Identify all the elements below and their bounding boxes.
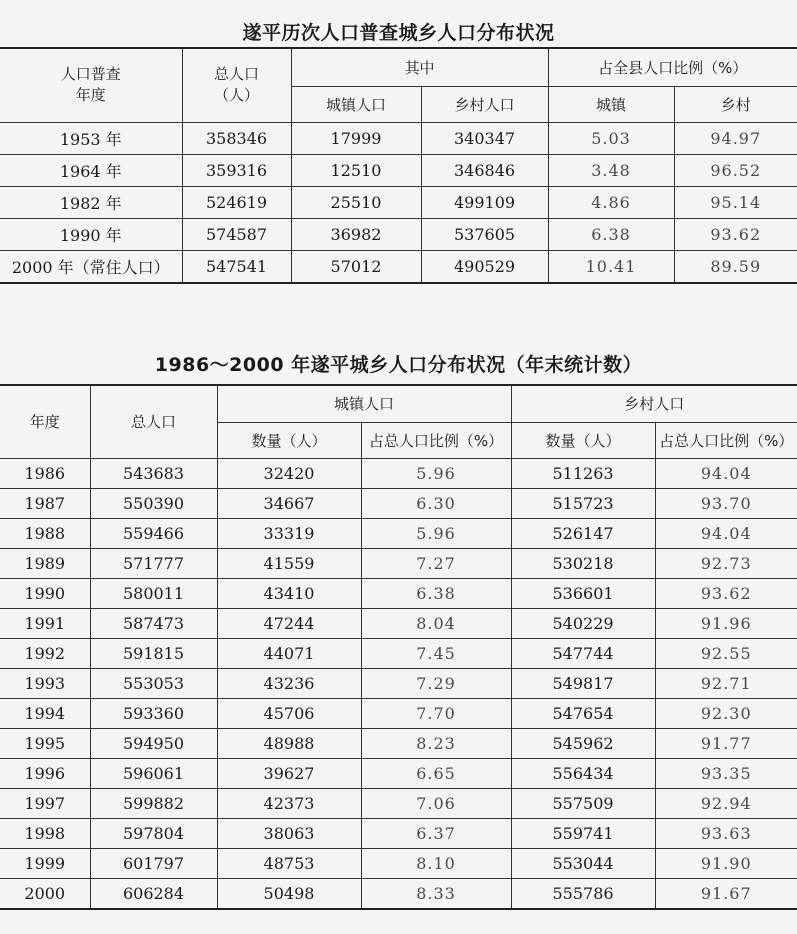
cell-year: 2000: [0, 878, 90, 909]
cell-urban-pct: 7.06: [361, 788, 511, 818]
cell-total: 591815: [90, 638, 217, 668]
table-row: [0, 818, 797, 848]
cell-urban-pct: 7.27: [361, 548, 511, 578]
header-census-year-line1: 人口普查: [60, 65, 121, 84]
cell-year: 1993: [0, 668, 90, 698]
cell-urban: 25510: [291, 186, 421, 218]
cell-urban: 57012: [291, 250, 421, 283]
cell-urban-pct: 7.45: [361, 638, 511, 668]
header-urban-ratio: 占总人口比例（%）: [361, 422, 511, 458]
cell-year: 1998: [0, 818, 90, 848]
cell-urban-pct: 4.86: [548, 186, 674, 218]
cell-urban-pct: 3.48: [548, 154, 674, 186]
table-row: [0, 788, 797, 818]
cell-urban: 12510: [291, 154, 421, 186]
cell-urban-pct: 5.96: [361, 518, 511, 548]
table-row: [0, 758, 797, 788]
cell-year: 1986: [0, 458, 90, 488]
cell-total: 596061: [90, 758, 217, 788]
table-row: [0, 458, 797, 488]
cell-urban-count: 41559: [217, 548, 361, 578]
cell-total: 593360: [90, 698, 217, 728]
cell-rural-count: 545962: [511, 728, 655, 758]
cell-rural-count: 549817: [511, 668, 655, 698]
cell-urban-count: 50498: [217, 878, 361, 909]
cell-urban-count: 45706: [217, 698, 361, 728]
cell-urban-pct: 5.96: [361, 458, 511, 488]
cell-total: 571777: [90, 548, 217, 578]
cell-urban-count: 48753: [217, 848, 361, 878]
cell-urban-count: 47244: [217, 608, 361, 638]
table-row: [0, 250, 797, 283]
cell-rural-count: 547654: [511, 698, 655, 728]
cell-urban-count: 43410: [217, 578, 361, 608]
header-year: 年度: [0, 385, 90, 458]
cell-urban-pct: 8.23: [361, 728, 511, 758]
cell-rural-pct: 92.30: [655, 698, 797, 728]
cell-rural: 340347: [421, 122, 548, 154]
cell-year: 1988: [0, 518, 90, 548]
table-row: [0, 608, 797, 638]
cell-rural: 537605: [421, 218, 548, 250]
cell-rural-count: 556434: [511, 758, 655, 788]
cell-rural-pct: 91.77: [655, 728, 797, 758]
cell-urban-pct: 6.65: [361, 758, 511, 788]
cell-rural-pct: 93.70: [655, 488, 797, 518]
cell-rural-pct: 94.04: [655, 518, 797, 548]
header-rural-ratio: 占总人口比例（%）: [655, 422, 797, 458]
cell-year: 1999: [0, 848, 90, 878]
cell-urban-count: 44071: [217, 638, 361, 668]
header-rural-count: 数量（人）: [511, 422, 655, 458]
cell-rural-pct: 95.14: [674, 186, 797, 218]
header-total-population: [182, 48, 291, 122]
cell-year: 1982 年: [0, 186, 182, 218]
cell-rural-pct: 93.62: [655, 578, 797, 608]
cell-total: 359316: [182, 154, 291, 186]
cell-urban-pct: 8.10: [361, 848, 511, 878]
table-row: [0, 638, 797, 668]
cell-urban-pct: 8.33: [361, 878, 511, 909]
cell-urban: 17999: [291, 122, 421, 154]
header-among: 其中: [291, 48, 548, 86]
cell-total: 580011: [90, 578, 217, 608]
cell-year: 1996: [0, 758, 90, 788]
cell-urban-count: 33319: [217, 518, 361, 548]
cell-total: 524619: [182, 186, 291, 218]
cell-urban-pct: 6.38: [361, 578, 511, 608]
cell-year: 1994: [0, 698, 90, 728]
cell-rural-pct: 92.55: [655, 638, 797, 668]
cell-total: 594950: [90, 728, 217, 758]
cell-rural-count: 530218: [511, 548, 655, 578]
cell-total: 606284: [90, 878, 217, 909]
cell-year: 1991: [0, 608, 90, 638]
cell-urban-pct: 6.38: [548, 218, 674, 250]
cell-total: 597804: [90, 818, 217, 848]
table-row: [0, 848, 797, 878]
cell-total: 358346: [182, 122, 291, 154]
header-census-year-line2: 年度: [75, 86, 106, 105]
cell-total: 547541: [182, 250, 291, 283]
cell-rural-pct: 89.59: [674, 250, 797, 283]
cell-rural-count: 553044: [511, 848, 655, 878]
cell-rural-pct: 93.62: [674, 218, 797, 250]
cell-rural: 490529: [421, 250, 548, 283]
cell-year: 1995: [0, 728, 90, 758]
cell-rural-pct: 93.35: [655, 758, 797, 788]
cell-total: 601797: [90, 848, 217, 878]
cell-urban-count: 32420: [217, 458, 361, 488]
cell-rural-pct: 91.90: [655, 848, 797, 878]
header-rural-group: 乡村人口: [511, 385, 797, 422]
cell-year: 1964 年: [0, 154, 182, 186]
header-total-line1: 总人口: [213, 65, 259, 84]
table-row: [0, 578, 797, 608]
table2-title: 1986～2000 年遂平城乡人口分布状况（年末统计数）: [154, 354, 643, 376]
cell-rural-count: 536601: [511, 578, 655, 608]
cell-year: 2000 年（常住人口）: [0, 250, 182, 283]
cell-rural-pct: 91.96: [655, 608, 797, 638]
cell-urban-count: 39627: [217, 758, 361, 788]
cell-urban-pct: 7.70: [361, 698, 511, 728]
header-urban-group: 城镇人口: [217, 385, 511, 422]
table-row: [0, 548, 797, 578]
cell-rural-pct: 91.67: [655, 878, 797, 909]
table-row: [0, 218, 797, 250]
table-row: [0, 186, 797, 218]
header-rural-population: 乡村人口: [421, 86, 548, 122]
cell-urban-pct: 8.04: [361, 608, 511, 638]
cell-rural-pct: 94.97: [674, 122, 797, 154]
cell-rural-count: 515723: [511, 488, 655, 518]
cell-rural: 499109: [421, 186, 548, 218]
census-distribution-table: [0, 47, 797, 284]
cell-urban-count: 48988: [217, 728, 361, 758]
cell-rural-count: 547744: [511, 638, 655, 668]
header-total-line2: （人）: [213, 86, 259, 105]
cell-urban-count: 38063: [217, 818, 361, 848]
cell-urban-pct: 10.41: [548, 250, 674, 283]
header-urban-population: 城镇人口: [291, 86, 421, 122]
cell-year: 1997: [0, 788, 90, 818]
cell-rural-count: 557509: [511, 788, 655, 818]
cell-rural-count: 511263: [511, 458, 655, 488]
header-county-ratio: 占全县人口比例（%）: [548, 48, 797, 86]
cell-year: 1992: [0, 638, 90, 668]
cell-rural-pct: 93.63: [655, 818, 797, 848]
table-row: [0, 668, 797, 698]
table-row: [0, 518, 797, 548]
cell-year: 1987: [0, 488, 90, 518]
cell-rural: 346846: [421, 154, 548, 186]
cell-urban-pct: 7.29: [361, 668, 511, 698]
header-rural-ratio: 乡村: [674, 86, 797, 122]
cell-urban-pct: 6.30: [361, 488, 511, 518]
table-row: [0, 122, 797, 154]
cell-urban-pct: 6.37: [361, 818, 511, 848]
cell-urban-count: 43236: [217, 668, 361, 698]
table-row: [0, 698, 797, 728]
header-urban-ratio: 城镇: [548, 86, 674, 122]
cell-urban-pct: 5.03: [548, 122, 674, 154]
cell-rural-pct: 96.52: [674, 154, 797, 186]
cell-urban-count: 34667: [217, 488, 361, 518]
cell-rural-count: 526147: [511, 518, 655, 548]
cell-year: 1990 年: [0, 218, 182, 250]
header-census-year: [0, 48, 182, 122]
cell-total: 543683: [90, 458, 217, 488]
header-total-population: 总人口: [90, 385, 217, 458]
cell-total: 574587: [182, 218, 291, 250]
cell-total: 599882: [90, 788, 217, 818]
table-row: [0, 154, 797, 186]
table-row: [0, 488, 797, 518]
table-row: [0, 878, 797, 909]
cell-year: 1953 年: [0, 122, 182, 154]
annual-distribution-table: [0, 384, 797, 910]
cell-rural-pct: 92.94: [655, 788, 797, 818]
table-row: [0, 728, 797, 758]
cell-rural-pct: 92.71: [655, 668, 797, 698]
cell-rural-count: 559741: [511, 818, 655, 848]
cell-total: 553053: [90, 668, 217, 698]
cell-rural-pct: 92.73: [655, 548, 797, 578]
cell-urban: 36982: [291, 218, 421, 250]
cell-total: 559466: [90, 518, 217, 548]
cell-total: 587473: [90, 608, 217, 638]
cell-rural-count: 540229: [511, 608, 655, 638]
cell-year: 1989: [0, 548, 90, 578]
header-urban-count: 数量（人）: [217, 422, 361, 458]
table1-title: 遂平历次人口普查城乡人口分布状况: [242, 22, 555, 44]
cell-rural-pct: 94.04: [655, 458, 797, 488]
cell-total: 550390: [90, 488, 217, 518]
cell-year: 1990: [0, 578, 90, 608]
cell-rural-count: 555786: [511, 878, 655, 909]
cell-urban-count: 42373: [217, 788, 361, 818]
